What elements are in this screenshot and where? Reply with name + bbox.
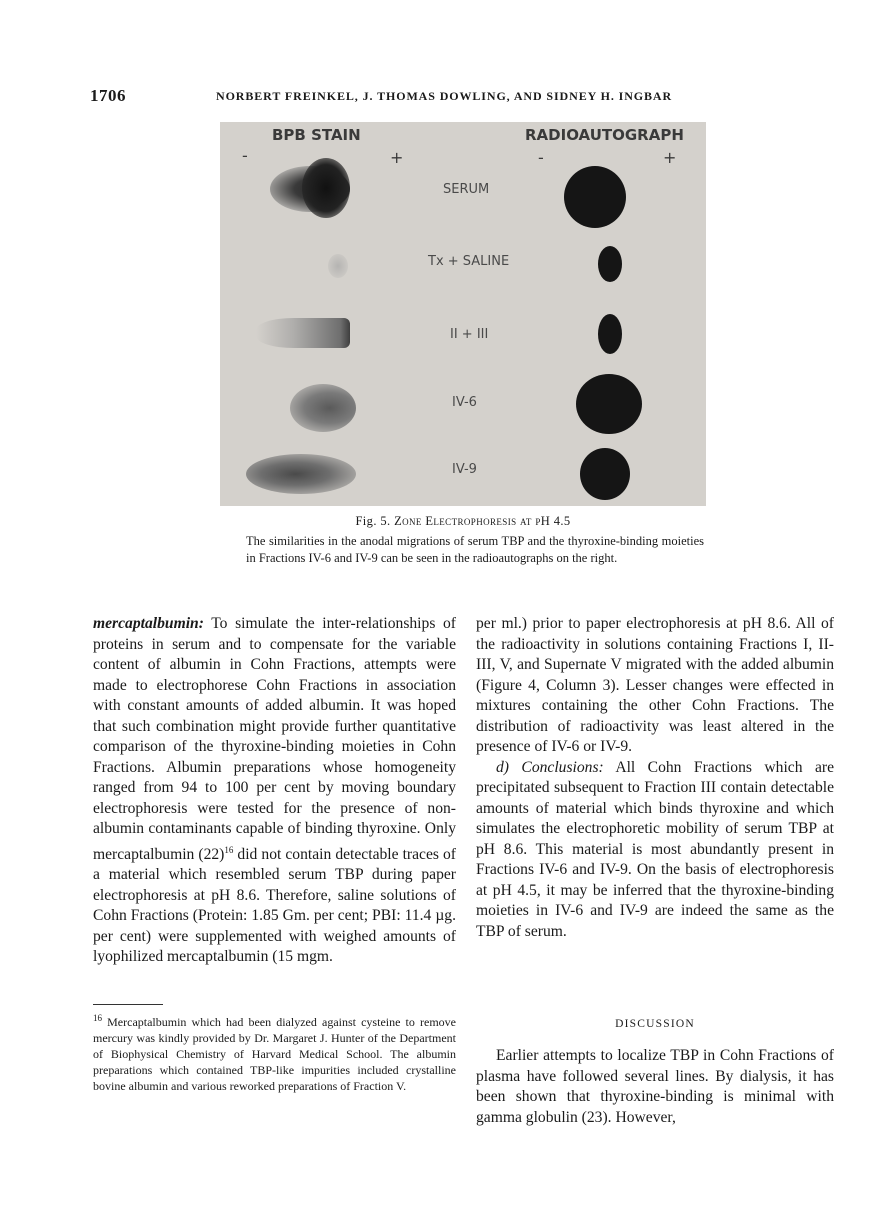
figure-left-heading: BPB STAIN <box>272 126 361 144</box>
left-plus-sign: + <box>390 148 404 167</box>
section-heading-discussion: DISCUSSION <box>615 1018 695 1030</box>
zone-label-iv-6: IV-6 <box>452 395 477 410</box>
paragraph-continued: per ml.) prior to paper electrophoresis at pH 8.6. All of the radioactivity in solutions containing Fractions I, II-III, V, and Supernate V migrated with the added albumin (Figure 4, Column 3). Lesser changes were effected in mixtures containing the other Cohn Fractions. The distribution of radioactivity was least altered in the presence of IV-6 or IV-9. <box>476 615 834 755</box>
zone-label-iv-9: IV-9 <box>452 462 477 477</box>
paragraph-conclusions <box>476 758 834 943</box>
radio-spot-iv-6 <box>576 374 642 434</box>
figure-caption-text: The similarities in the anodal migrations of serum TBP and the thyroxine-binding moieties in Fractions IV-6 and IV-9 can be seen in the radioautographs on the right. <box>246 534 704 565</box>
running-header: NORBERT FREINKEL, J. THOMAS DOWLING, AND SIDNEY H. INGBAR <box>216 89 673 103</box>
page-number: 1706 <box>90 86 126 105</box>
footnote-16 <box>93 1010 456 1094</box>
figure-caption-title <box>220 514 706 529</box>
figure-caption-label: Fig. 5. <box>355 514 391 528</box>
footnote-number: 16 <box>93 1013 102 1023</box>
right-minus-sign: - <box>538 148 544 167</box>
paragraph-text: To simulate the inter-relationships of proteins in serum and to compensate for the variable content of albumin in Cohn Fractions, attempts were made to electrophorese Cohn Fractions in association with constant amounts of added albumin. It was hoped that such combination might provide further quantitative comparison of the thyroxine-binding moieties in Cohn Fractions. Albumin preparations whose homogeneity ranged from 94 to 100 per cent by moving boundary electrophoresis were tested for the presence of non-albumin contaminants capable of binding thyroxine. Only mercaptalbumin (22) <box>93 615 456 863</box>
radio-spot-serum <box>564 166 626 228</box>
figure-right-heading: RADIOAUTOGRAPH <box>525 126 684 144</box>
paragraph-text: All Cohn Fractions which are precipitated subsequent to Fraction III contain detectable amounts of material which binds thyroxine and which simulates the electrophoretic mobility of serum TBP at pH 8.6. This material is most abundantly present in Fractions IV-6 and IV-9. On the basis of electrophoresis at pH 4.5, it may be inferred that the thyroxine-binding moieties in IV-6 and IV-9 are indeed the same as the TBP of serum. <box>476 758 834 940</box>
right-plus-sign: + <box>663 148 677 167</box>
footnote-rule <box>93 1004 163 1005</box>
zone-label-serum: SERUM <box>443 182 490 197</box>
figure-photograph <box>220 122 706 506</box>
figure-caption-heading: Zone Electrophoresis at pH 4.5 <box>394 514 571 528</box>
discussion-column <box>476 1046 834 1128</box>
paragraph-discussion: Earlier attempts to localize TBP in Cohn Fractions of plasma have followed several lines. By dialysis, it has been shown that thyroxine-binding is minimal with gamma globulin (23). However, <box>476 1047 834 1126</box>
paragraph-lead-mercaptalbumin: mercaptalbumin: <box>93 615 204 632</box>
bpb-band-iv-6 <box>290 384 356 432</box>
paragraph-lead-conclusions: d) Conclusions: <box>496 758 604 776</box>
radio-spot-iv-9 <box>580 448 630 500</box>
bpb-band-tx-saline <box>328 254 348 278</box>
footnote-text: Mercaptalbumin which had been dialyzed against cysteine to remove mercury was kindly provided by Dr. Margaret J. Hunter of the Department of Biophysical Chemistry of Harvard Medical School. The albumin preparations which contained TBP-like impurities included crystalline bovine albumin and various reworked preparations of Fraction V. <box>93 1015 456 1093</box>
footnote-ref-16: 16 <box>224 844 234 855</box>
zone-label-tx-saline: Tx + SALINE <box>428 254 510 269</box>
paragraph-mercaptalbumin <box>93 614 456 968</box>
radio-spot-tx-saline <box>598 246 622 282</box>
left-minus-sign: - <box>242 146 248 165</box>
left-column <box>93 614 456 968</box>
right-column <box>476 614 834 942</box>
bpb-peak-serum <box>302 158 350 218</box>
bpb-band-iv-9 <box>246 454 356 494</box>
paragraph-text: did not contain detectable traces of a material which resembled serum TBP during paper electrophoresis at pH 8.6. Therefore, saline solutions of Cohn Fractions (Protein: 1.85 Gm. per cent; PBI: 11.4 µg. per cent) were supplemented with weighed amounts of lyophilized mercaptalbumin (15 mgm. <box>93 845 456 966</box>
bpb-band-ii-iii <box>256 318 350 348</box>
radio-spot-ii-iii <box>598 314 622 354</box>
zone-label-ii-iii: II + III <box>450 327 489 342</box>
